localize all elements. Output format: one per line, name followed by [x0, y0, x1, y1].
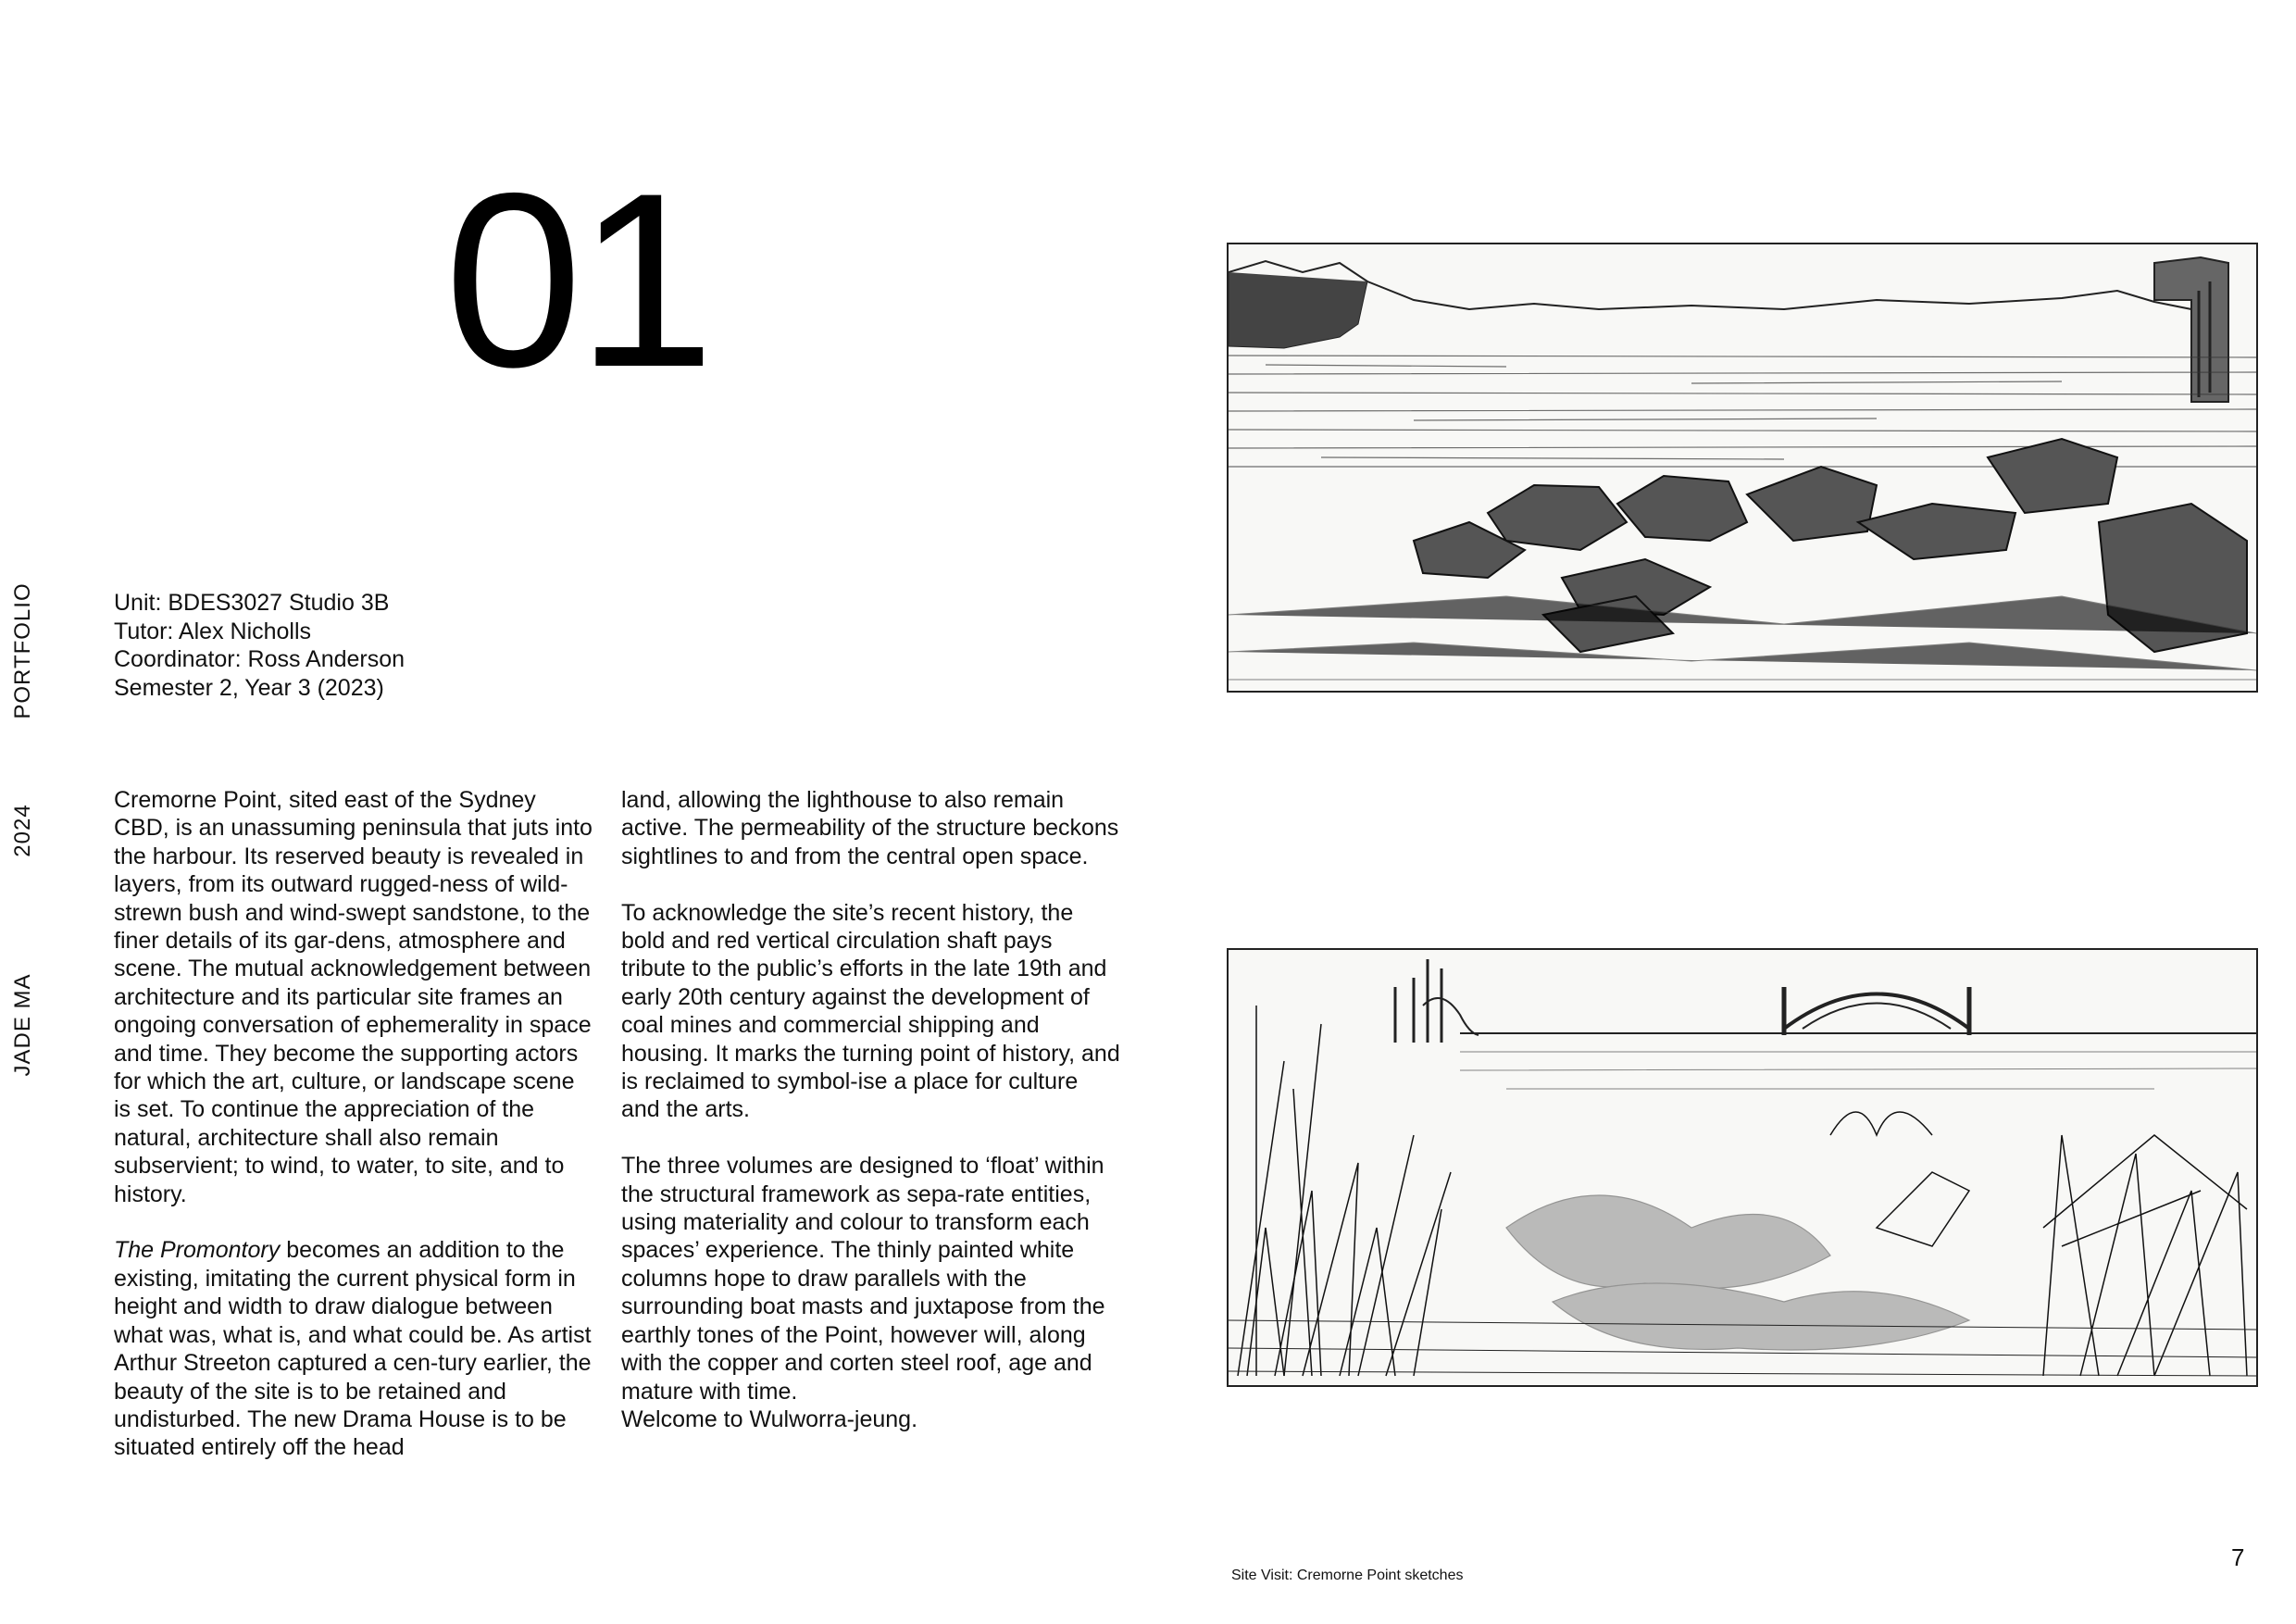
page-number: 7 — [2231, 1543, 2245, 1571]
body-paragraph-2-text: becomes an addition to the existing, imitating the current physical form in height and width to draw dialogue between what was, what is, and what could be. As artist Arthur Streeton captured a cen-tury earlier, the beauty of the site is to be retained and undisturbed. The new Drama House is to be situated entirely off the head — [114, 1237, 592, 1461]
sketch-shoreline — [1227, 243, 2258, 693]
sketch-bushland-bridge — [1227, 948, 2258, 1387]
sketch-bushland-drawing — [1229, 950, 2256, 1385]
meta-unit: Unit: BDES3027 Studio 3B — [114, 590, 390, 616]
meta-semester: Semester 2, Year 3 (2023) — [114, 674, 384, 701]
body-paragraph-5: The three volumes are designed to ‘float’ within the structural framework as sepa-rate entities, using materiality and colour to transform each spaces’ experience. The thinly painted white columns hope to draw parallels with the surrounding boat masts and juxtapose from the earthly tones of the Point, however will, along with the copper and corten steel roof, age and mature with time. — [621, 1153, 1105, 1405]
meta-coordinator: Coordinator: Ross Anderson — [114, 646, 406, 672]
sketch-shoreline-drawing — [1229, 244, 2256, 691]
body-column-left — [114, 786, 595, 1490]
sidebar-label-portfolio: PORTFOLIO — [10, 582, 35, 719]
body-paragraph-3: land, allowing the lighthouse to also remain active. The permeability of the structure beckons sightlines to and from the central open space. — [621, 787, 1119, 869]
meta-tutor: Tutor: Alex Nicholls — [114, 618, 312, 644]
project-title-italic: The Promontory — [114, 1237, 281, 1264]
figure-caption: Site Visit: Cremorne Point sketches — [1231, 1568, 1464, 1583]
sidebar-label-name: JADE MA — [10, 973, 35, 1077]
body-paragraph-2 — [114, 1236, 595, 1461]
body-paragraph-6: Welcome to Wulworra-jeung. — [621, 1405, 918, 1432]
body-column-right — [621, 786, 1121, 1462]
section-number: 01 — [444, 141, 710, 418]
body-paragraph-4: To acknowledge the site’s recent history, the bold and red vertical circulation shaft pays tribute to the public’s efforts in the late 19th and early 20th century against the development of coal mines and commercial shipping and housing. It marks the turning point of history, and is reclaimed to symbol-ise a place for culture and the arts. — [621, 899, 1120, 1123]
sidebar-label-year: 2024 — [10, 804, 35, 857]
project-meta — [114, 589, 405, 702]
body-paragraph-1: Cremorne Point, sited east of the Sydney CBD, is an unassuming peninsula that juts into the harbour. Its reserved beauty is revealed in layers, from its outward rugged-ness of wild-strewn bush and wind-swept sandstone, to the finer details of its gar-dens, atmosphere and scene. The mutual acknowledgement between architecture and its particular site frames an ongoing conversation of ephemerality in space and time. They become the supporting actors for which the art, culture, or landscape scene is set. To continue the appreciation of the natural, architecture shall also remain subservient; to wind, to water, to site, and to history. — [114, 787, 593, 1207]
